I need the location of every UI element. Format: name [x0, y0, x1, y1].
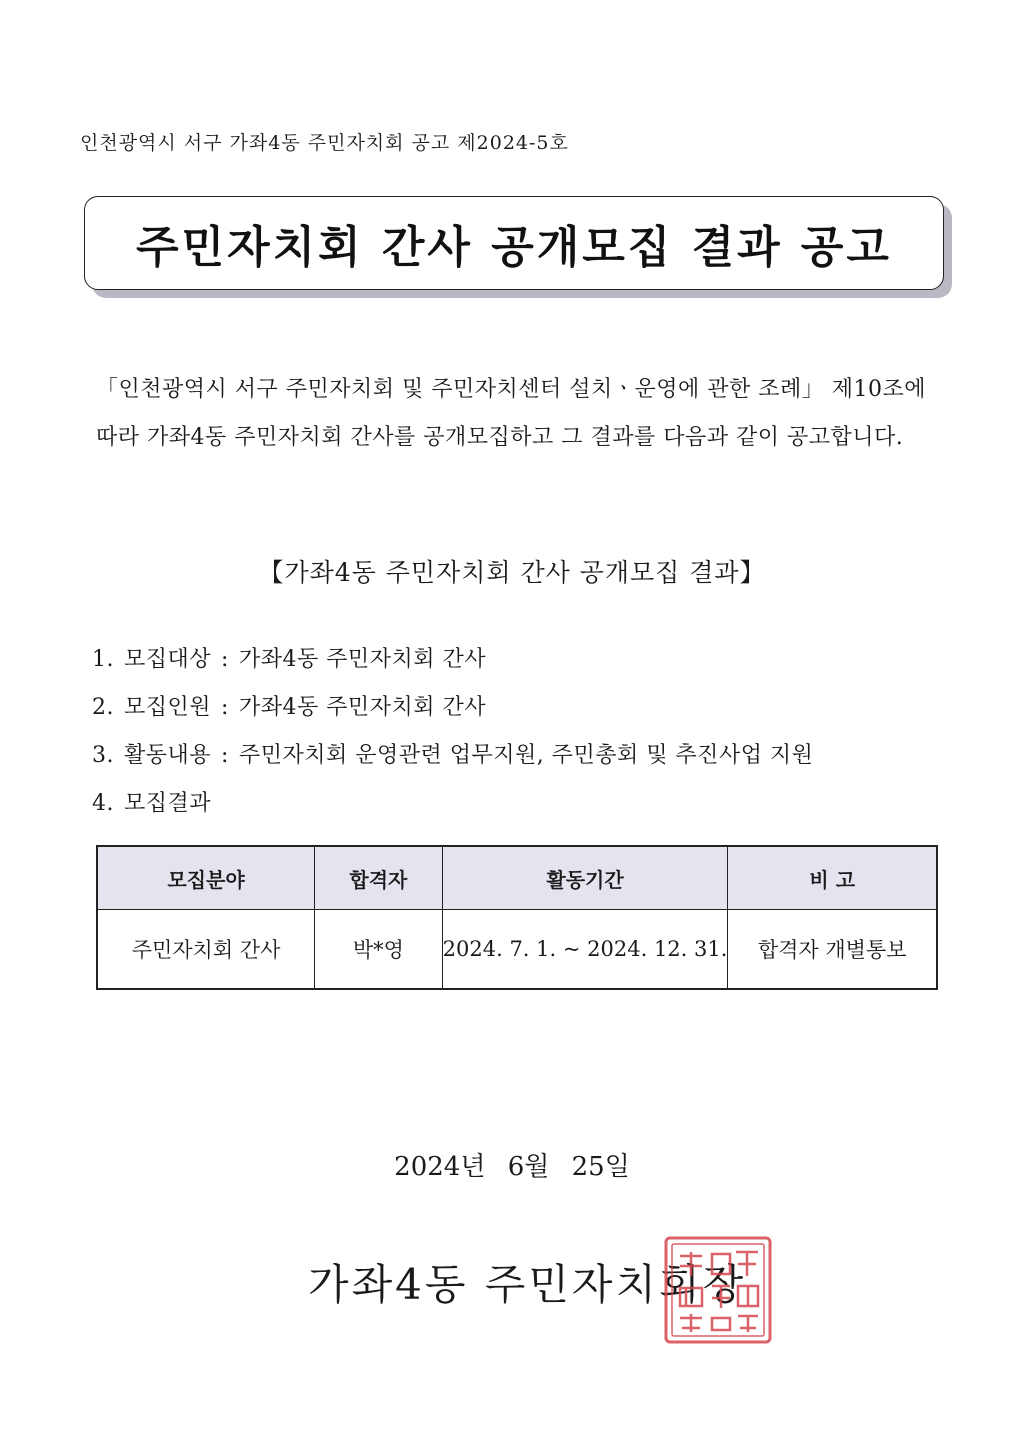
list-item	[92, 736, 952, 784]
title-box	[84, 196, 944, 290]
page-title: 주민자치회 간사 공개모집 결과 공고	[136, 222, 892, 273]
official-seal-icon	[660, 1232, 776, 1348]
table-header-row	[97, 846, 937, 910]
header-remarks: 비 고	[728, 846, 937, 910]
header-period: 활동기간	[442, 846, 728, 910]
item-label: 활동내용	[124, 743, 212, 768]
item-number: 1.	[92, 647, 114, 672]
cell-field: 주민자치회 간사	[97, 910, 315, 990]
item-separator: :	[221, 695, 229, 720]
item-value: 주민자치회 운영관련 업무지원, 주민총회 및 추진사업 지원	[238, 743, 814, 768]
item-separator: :	[221, 743, 229, 768]
item-separator: :	[221, 647, 229, 672]
header-applicant: 합격자	[315, 846, 443, 910]
list-item	[92, 688, 952, 736]
cell-remarks: 합격자 개별통보	[728, 910, 937, 990]
header-field: 모집분야	[97, 846, 315, 910]
notice-date: 2024년 6월 25일	[394, 1152, 630, 1182]
list-item	[92, 640, 952, 688]
signature-line: 가좌4동 주민자치회장	[308, 1260, 747, 1309]
item-number: 3.	[92, 743, 114, 768]
cell-period: 2024. 7. 1. ~ 2024. 12. 31.	[442, 910, 728, 990]
item-label: 모집결과	[124, 791, 212, 816]
item-label: 모집대상	[124, 647, 212, 672]
list-item	[92, 784, 952, 832]
item-list	[92, 640, 952, 832]
section-heading: 【가좌4동 주민자치회 간사 공개모집 결과】	[258, 558, 766, 587]
result-table	[96, 845, 938, 990]
item-label: 모집인원	[124, 695, 212, 720]
item-value: 가좌4동 주민자치회 간사	[238, 647, 486, 672]
item-value: 가좌4동 주민자치회 간사	[238, 695, 486, 720]
table-row	[97, 910, 937, 990]
intro-paragraph: 「인천광역시 서구 주민자치회 및 주민자치센터 설치ㆍ운영에 관한 조례」 제10조에 따라 가좌4동 주민자치회 간사를 공개모집하고 그 결과를 다음과 같이 공고합니다.	[96, 377, 927, 450]
notice-number: 인천광역시 서구 가좌4동 주민자치회 공고 제2024-5호	[80, 132, 569, 154]
cell-applicant: 박*영	[315, 910, 443, 990]
item-number: 4.	[92, 791, 114, 816]
item-number: 2.	[92, 695, 114, 720]
